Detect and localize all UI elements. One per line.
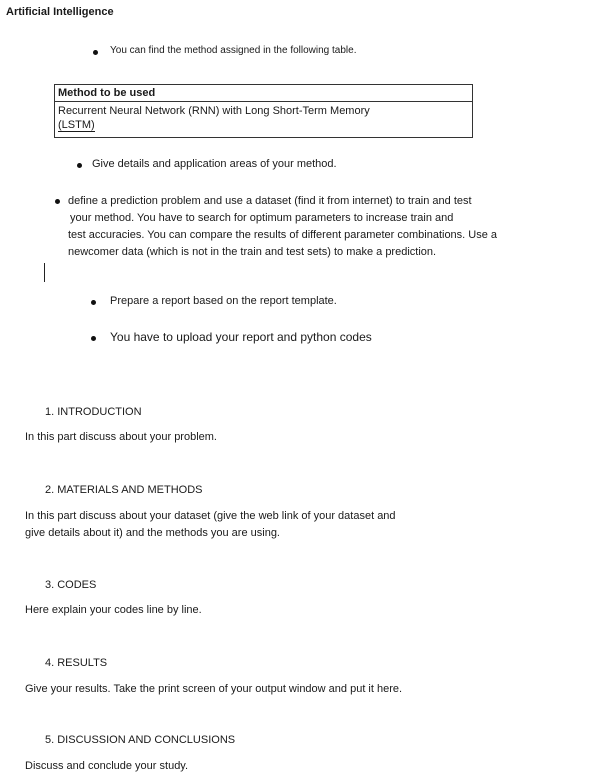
- section-body-introduction: [25, 429, 217, 446]
- section-heading-materials-methods: 2. MATERIALS AND METHODS: [45, 484, 203, 496]
- section-body-line: Here explain your codes line by line.: [25, 604, 202, 616]
- define-line-1: define a prediction problem and use a dataset (find it from internet) to train and test: [68, 195, 472, 207]
- section-body-line: give details about it) and the methods you are using.: [25, 527, 280, 539]
- section-body-discussion: [25, 758, 188, 775]
- define-line-2: your method. You have to search for optimum parameters to increase train and: [70, 212, 454, 224]
- bullet-dot-icon: [93, 50, 98, 55]
- document-title: Artificial Intelligence: [6, 6, 114, 18]
- section-body-results: [25, 681, 402, 698]
- bullet-upload: You have to upload your report and python codes: [110, 330, 372, 344]
- section-heading-results: 4. RESULTS: [45, 657, 108, 669]
- method-table-header: Method to be used: [55, 85, 472, 102]
- method-value-line-2: (LSTM): [58, 119, 95, 131]
- text-cursor: [44, 263, 45, 282]
- section-heading-discussion: 5. DISCUSSION AND CONCLUSIONS: [45, 734, 236, 746]
- section-heading-introduction: 1. INTRODUCTION: [45, 406, 142, 418]
- section-heading-codes: 3. CODES: [45, 579, 97, 591]
- section-body-line: In this part discuss about your dataset (give the web link of your dataset and: [25, 510, 396, 522]
- bullet-define-problem: [68, 193, 497, 261]
- bullet-dot-icon: [77, 163, 82, 168]
- define-line-3: test accuracies. You can compare the results of different parameter combinations. Use a: [68, 229, 498, 241]
- section-body-line: Give your results. Take the print screen of your output window and put it here.: [25, 683, 403, 695]
- bullet-dot-icon: [91, 336, 96, 341]
- bullet-report: Prepare a report based on the report template.: [110, 295, 337, 307]
- method-table-value: [55, 102, 472, 132]
- section-body-codes: [25, 602, 202, 619]
- bullet-table-intro: You can find the method assigned in the following table.: [110, 45, 357, 56]
- method-table: [54, 84, 473, 138]
- bullet-details: Give details and application areas of your method.: [92, 158, 337, 170]
- define-line-4: newcomer data (which is not in the train and test sets) to make a prediction.: [68, 246, 437, 258]
- method-value-line-1: Recurrent Neural Network (RNN) with Long Short-Term Memory: [58, 105, 370, 117]
- bullet-dot-icon: [91, 300, 96, 305]
- section-body-line: Discuss and conclude your study.: [25, 760, 189, 772]
- section-body-line: In this part discuss about your problem.: [25, 431, 217, 443]
- bullet-dot-icon: [55, 199, 60, 204]
- section-body-materials-methods: [25, 508, 396, 542]
